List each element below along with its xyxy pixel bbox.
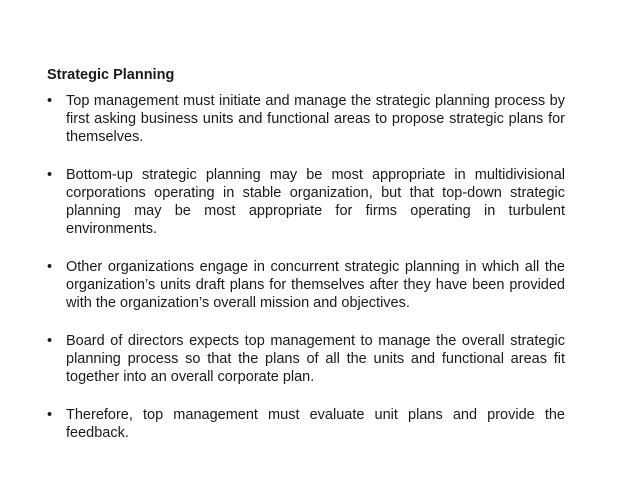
bullet-text: Bottom-up strategic planning may be most appropriate in multidivisional corporations operating in stable organization, but that top-down strategic planning may be most appropriate for firms operating in turbulent environments. xyxy=(66,167,565,237)
bullet-item xyxy=(47,92,565,146)
bullet-item xyxy=(47,406,565,442)
bullet-item xyxy=(47,166,565,238)
bullet-icon: • xyxy=(47,407,53,423)
bullet-icon: • xyxy=(47,333,53,349)
bullet-icon: • xyxy=(47,93,53,109)
bullet-list xyxy=(47,92,565,462)
bullet-item xyxy=(47,258,565,312)
bullet-text: Other organizations engage in concurrent strategic planning in which all the organization’s units draft plans for themselves after they have been provided with the organization’s overall mission and objectives. xyxy=(66,259,565,311)
bullet-text: Board of directors expects top management to manage the overall strategic planning process so that the plans of all the units and functional areas fit together into an overall corporate plan. xyxy=(66,333,565,385)
bullet-icon: • xyxy=(47,167,53,183)
bullet-text: Therefore, top management must evaluate unit plans and provide the feedback. xyxy=(66,407,565,441)
bullet-icon: • xyxy=(47,259,53,275)
slide-title: Strategic Planning xyxy=(47,67,175,83)
bullet-item xyxy=(47,332,565,386)
bullet-text: Top management must initiate and manage the strategic planning process by first asking business units and functional areas to propose strategic plans for themselves. xyxy=(66,93,565,145)
